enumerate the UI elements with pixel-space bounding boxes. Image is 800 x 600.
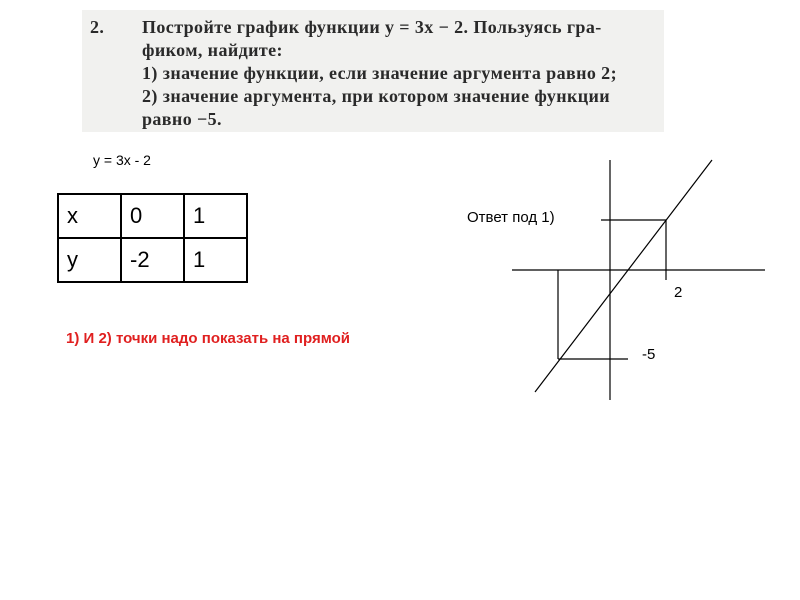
table-cell: 1 (184, 194, 247, 238)
problem-line-4: 2) значение аргумента, при котором значение функции (142, 86, 611, 106)
problem-number: 2. (90, 17, 105, 37)
problem-line-3: 1) значение функции, если значение аргумента равно 2; (142, 63, 617, 83)
function-line (535, 160, 712, 392)
problem-line-5: равно −5. (142, 109, 222, 129)
instruction-note: 1) И 2) точки надо показать на прямой (66, 330, 350, 347)
answer-label: Ответ под 1) (467, 209, 555, 226)
table-cell: 0 (121, 194, 184, 238)
y-mark-label: -5 (642, 346, 656, 363)
function-formula: y = 3x - 2 (93, 152, 151, 168)
table-cell: y (58, 238, 121, 282)
problem-line-2: фиком, найдите: (142, 40, 283, 60)
table-cell: x (58, 194, 121, 238)
problem-line-1: Постройте график функции y = 3x − 2. Пользуясь гра- (142, 17, 602, 37)
x-mark-label: 2 (674, 284, 683, 301)
table-cell: 1 (184, 238, 247, 282)
table-cell: -2 (121, 238, 184, 282)
